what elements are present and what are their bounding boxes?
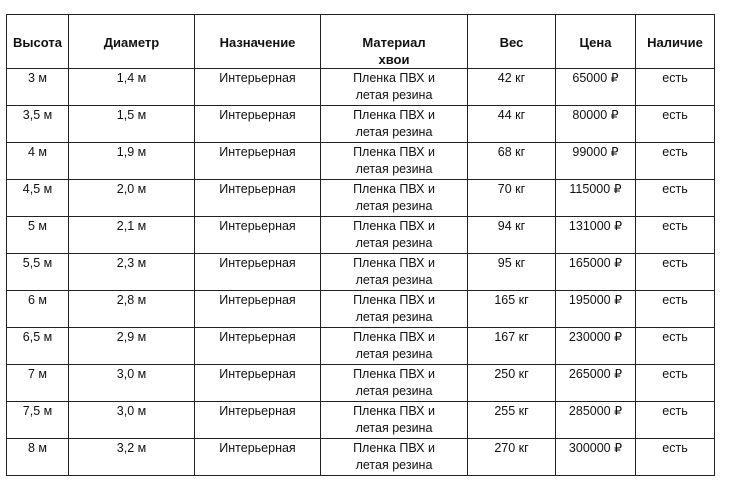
cell-purpose: Интерьерная: [195, 69, 321, 106]
cell-availability: есть: [636, 180, 715, 217]
header-diameter: Диаметр: [69, 15, 195, 69]
cell-height: 4,5 м: [7, 180, 69, 217]
cell-material: [321, 69, 468, 106]
cell-material-line2: летая резина: [355, 310, 433, 324]
cell-diameter: 3,0 м: [69, 365, 195, 402]
cell-purpose: Интерьерная: [195, 402, 321, 439]
cell-material-line1: Пленка ПВХ и: [353, 367, 435, 381]
cell-material-line2: летая резина: [355, 458, 433, 472]
cell-price: 131000 ₽: [556, 217, 636, 254]
cell-material: [321, 106, 468, 143]
header-price: Цена: [556, 15, 636, 69]
cell-price: 115000 ₽: [556, 180, 636, 217]
header-availability: Наличие: [636, 15, 715, 69]
cell-diameter: 1,4 м: [69, 69, 195, 106]
cell-price: 265000 ₽: [556, 365, 636, 402]
header-row: [7, 15, 715, 69]
cell-material: [321, 365, 468, 402]
cell-diameter: 2,1 м: [69, 217, 195, 254]
header-material-line2: хвои: [378, 52, 410, 67]
cell-material-line2: летая резина: [355, 273, 433, 287]
cell-material-line2: летая резина: [355, 199, 433, 213]
cell-availability: есть: [636, 69, 715, 106]
cell-material: [321, 217, 468, 254]
cell-purpose: Интерьерная: [195, 254, 321, 291]
cell-availability: есть: [636, 217, 715, 254]
cell-material: [321, 254, 468, 291]
cell-material-line1: Пленка ПВХ и: [353, 293, 435, 307]
cell-purpose: Интерьерная: [195, 180, 321, 217]
cell-purpose: Интерьерная: [195, 217, 321, 254]
cell-height: 7,5 м: [7, 402, 69, 439]
cell-weight: 44 кг: [468, 106, 556, 143]
cell-availability: есть: [636, 365, 715, 402]
cell-weight: 95 кг: [468, 254, 556, 291]
cell-weight: 250 кг: [468, 365, 556, 402]
cell-height: 7 м: [7, 365, 69, 402]
table-row: [7, 254, 715, 291]
table-header: [7, 15, 715, 69]
table-row: [7, 69, 715, 106]
cell-availability: есть: [636, 328, 715, 365]
cell-diameter: 2,0 м: [69, 180, 195, 217]
cell-diameter: 3,0 м: [69, 402, 195, 439]
header-weight: Вес: [468, 15, 556, 69]
cell-availability: есть: [636, 291, 715, 328]
cell-availability: есть: [636, 402, 715, 439]
cell-diameter: 1,9 м: [69, 143, 195, 180]
cell-material-line2: летая резина: [355, 88, 433, 102]
cell-material-line2: летая резина: [355, 125, 433, 139]
cell-material-line1: Пленка ПВХ и: [353, 330, 435, 344]
header-material: [321, 15, 468, 69]
cell-purpose: Интерьерная: [195, 439, 321, 476]
cell-purpose: Интерьерная: [195, 365, 321, 402]
cell-material-line1: Пленка ПВХ и: [353, 441, 435, 455]
cell-price: 80000 ₽: [556, 106, 636, 143]
cell-material-line2: летая резина: [355, 347, 433, 361]
cell-height: 5 м: [7, 217, 69, 254]
cell-purpose: Интерьерная: [195, 291, 321, 328]
cell-availability: есть: [636, 254, 715, 291]
cell-height: 6,5 м: [7, 328, 69, 365]
cell-height: 4 м: [7, 143, 69, 180]
cell-height: 8 м: [7, 439, 69, 476]
cell-material-line2: летая резина: [355, 236, 433, 250]
cell-material-line1: Пленка ПВХ и: [353, 219, 435, 233]
header-material-line1: Материал: [362, 35, 426, 50]
cell-diameter: 3,2 м: [69, 439, 195, 476]
cell-purpose: Интерьерная: [195, 328, 321, 365]
table-row: [7, 439, 715, 476]
cell-material-line2: летая резина: [355, 162, 433, 176]
table-row: [7, 180, 715, 217]
cell-availability: есть: [636, 439, 715, 476]
cell-weight: 167 кг: [468, 328, 556, 365]
cell-material: [321, 328, 468, 365]
cell-weight: 270 кг: [468, 439, 556, 476]
cell-price: 230000 ₽: [556, 328, 636, 365]
table-row: [7, 328, 715, 365]
cell-diameter: 1,5 м: [69, 106, 195, 143]
cell-material-line1: Пленка ПВХ и: [353, 256, 435, 270]
cell-diameter: 2,3 м: [69, 254, 195, 291]
cell-price: 99000 ₽: [556, 143, 636, 180]
table-row: [7, 106, 715, 143]
cell-height: 5,5 м: [7, 254, 69, 291]
cell-material-line1: Пленка ПВХ и: [353, 108, 435, 122]
cell-price: 65000 ₽: [556, 69, 636, 106]
table-row: [7, 365, 715, 402]
cell-weight: 94 кг: [468, 217, 556, 254]
cell-availability: есть: [636, 106, 715, 143]
table-body: [7, 69, 715, 476]
cell-purpose: Интерьерная: [195, 106, 321, 143]
cell-height: 6 м: [7, 291, 69, 328]
table-row: [7, 402, 715, 439]
cell-price: 165000 ₽: [556, 254, 636, 291]
header-purpose: Назначение: [195, 15, 321, 69]
table-row: [7, 143, 715, 180]
table-row: [7, 291, 715, 328]
cell-weight: 42 кг: [468, 69, 556, 106]
cell-weight: 68 кг: [468, 143, 556, 180]
cell-material-line2: летая резина: [355, 384, 433, 398]
cell-material-line1: Пленка ПВХ и: [353, 145, 435, 159]
cell-material-line1: Пленка ПВХ и: [353, 71, 435, 85]
cell-material: [321, 291, 468, 328]
cell-material: [321, 439, 468, 476]
cell-diameter: 2,9 м: [69, 328, 195, 365]
cell-material-line1: Пленка ПВХ и: [353, 404, 435, 418]
cell-height: 3 м: [7, 69, 69, 106]
cell-material: [321, 180, 468, 217]
price-table-container: [6, 14, 714, 476]
cell-purpose: Интерьерная: [195, 143, 321, 180]
cell-price: 195000 ₽: [556, 291, 636, 328]
cell-height: 3,5 м: [7, 106, 69, 143]
price-table: [6, 14, 715, 476]
cell-material: [321, 402, 468, 439]
cell-diameter: 2,8 м: [69, 291, 195, 328]
cell-weight: 70 кг: [468, 180, 556, 217]
table-row: [7, 217, 715, 254]
header-height: Высота: [7, 15, 69, 69]
cell-material-line2: летая резина: [355, 421, 433, 435]
cell-weight: 165 кг: [468, 291, 556, 328]
cell-price: 300000 ₽: [556, 439, 636, 476]
cell-material-line1: Пленка ПВХ и: [353, 182, 435, 196]
cell-material: [321, 143, 468, 180]
cell-price: 285000 ₽: [556, 402, 636, 439]
cell-weight: 255 кг: [468, 402, 556, 439]
cell-availability: есть: [636, 143, 715, 180]
